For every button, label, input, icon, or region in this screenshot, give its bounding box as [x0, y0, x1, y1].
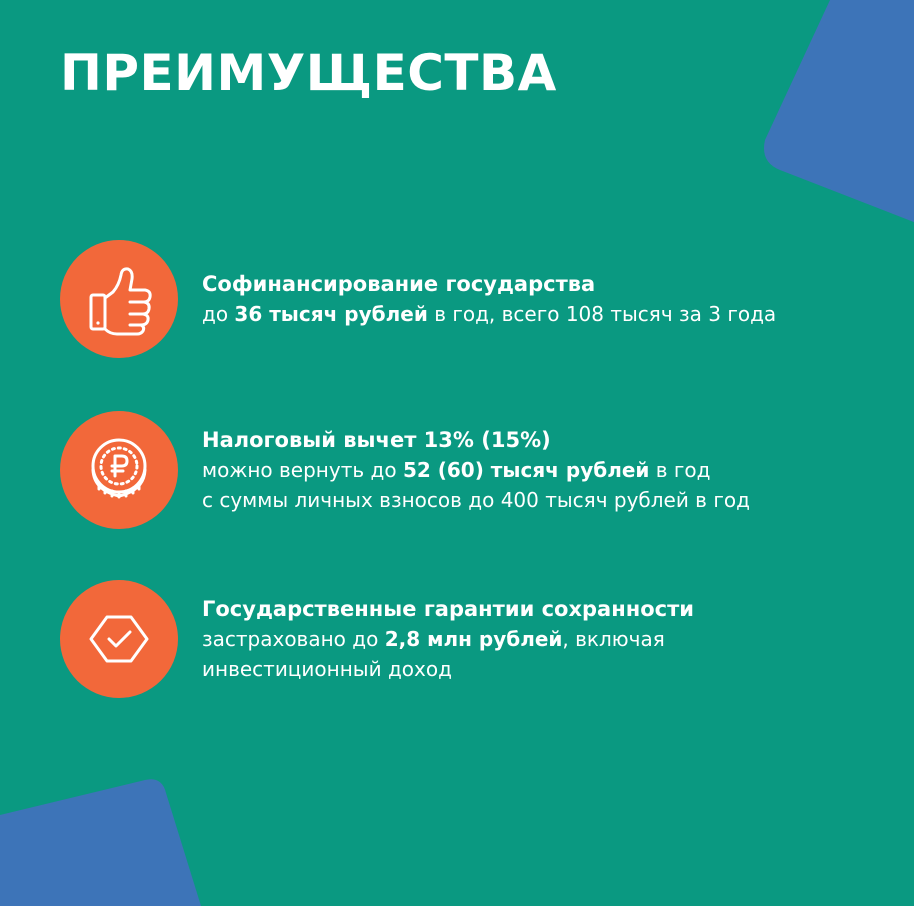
decorative-blue-shape-bottom: [0, 775, 210, 906]
thumbs-up-icon: [60, 240, 178, 358]
benefit-description: до 36 тысяч рублей в год, всего 108 тысяч за 3 года: [202, 302, 777, 326]
benefit-description-line2: с суммы личных взносов до 400 тысяч рублей в год: [202, 488, 750, 512]
benefit-description-line2: инвестиционный доход: [202, 657, 452, 681]
benefit-item-guarantees: [60, 580, 694, 698]
benefit-heading: Софинансирование государства: [202, 272, 596, 296]
benefit-item-tax-deduction: [60, 411, 750, 529]
benefit-heading: Налоговый вычет 13% (15%): [202, 428, 551, 452]
benefit-description: застраховано до 2,8 млн рублей, включая: [202, 627, 665, 651]
shield-check-icon: [60, 580, 178, 698]
decorative-blue-shape-top: [760, 0, 914, 250]
benefit-item-cofinancing: [60, 240, 776, 358]
page-title: ПРЕИМУЩЕСТВА: [60, 44, 557, 102]
ruble-coin-icon: [60, 411, 178, 529]
benefit-heading: Государственные гарантии сохранности: [202, 597, 694, 621]
benefit-description: можно вернуть до 52 (60) тысяч рублей в год: [202, 458, 711, 482]
